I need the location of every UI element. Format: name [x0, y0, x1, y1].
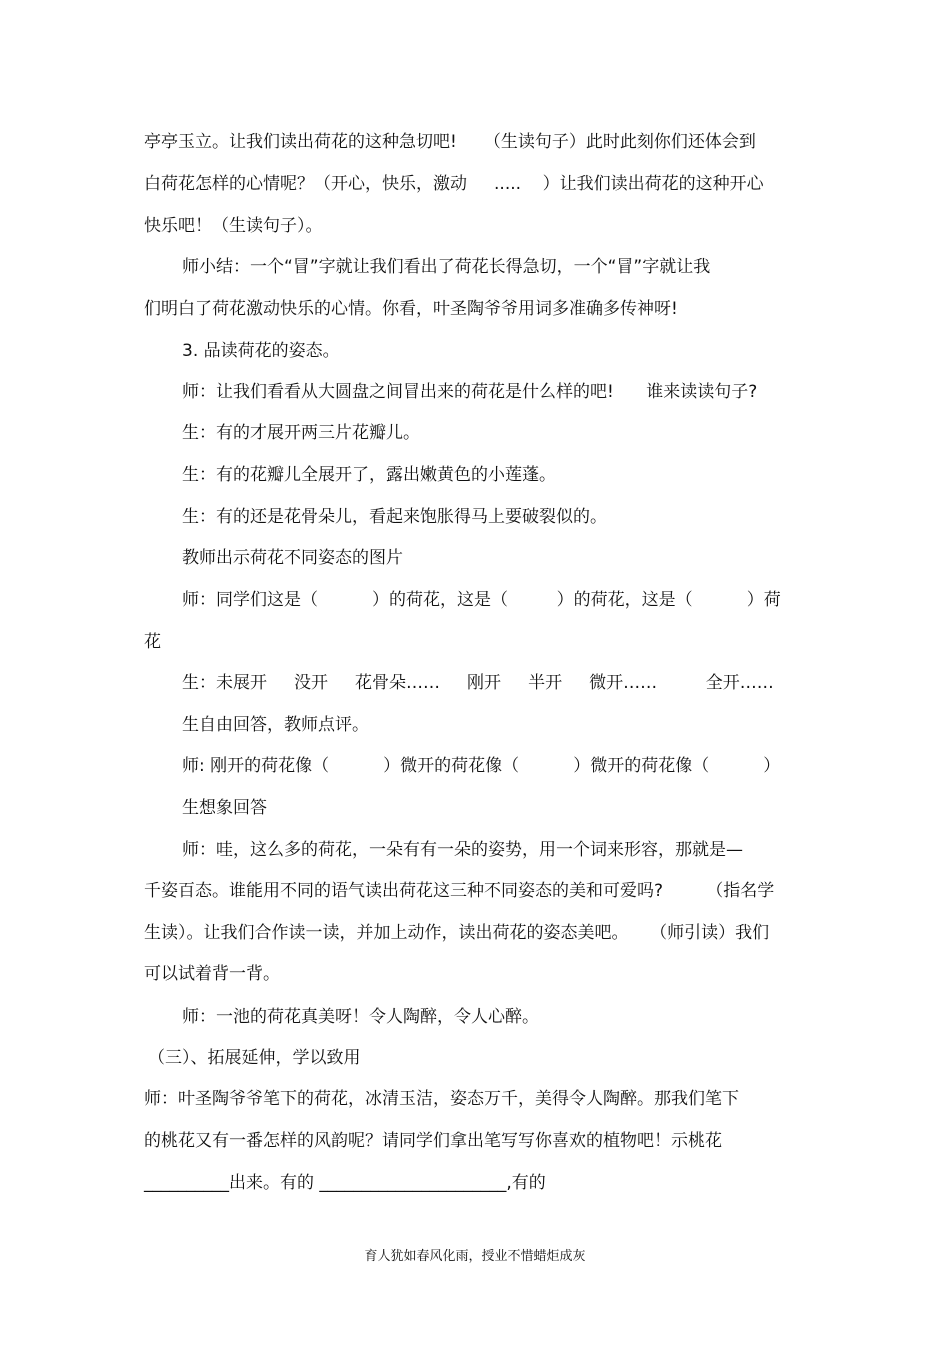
- text-line: 们明白了荷花激动快乐的心情。你看，叶圣陶爷爷用词多准确多传神呀!: [144, 299, 678, 319]
- text-line: 师：让我们看看从大圆盘之间冒出来的荷花是什么样的吧! 谁来读读句子?: [182, 382, 758, 402]
- text-line: 花: [144, 632, 161, 652]
- fill-in-blank-line: __________出来。有的 ______________________,有的: [144, 1173, 546, 1193]
- text-line: 生：未展开 没开 花骨朵…… 刚开 半开 微开…… 全开……: [182, 673, 774, 693]
- text-line: 快乐吧！（生读句子）。: [144, 216, 323, 236]
- text-line: 师: 刚开的荷花像（ ）微开的荷花像（ ）微开的荷花像（ ）: [182, 756, 781, 776]
- text-line: 的桃花又有一番怎样的风韵呢？请同学们拿出笔写写你喜欢的植物吧！示桃花: [144, 1131, 722, 1151]
- text-line: 白荷花怎样的心情呢？（开心，快乐，激动 ..... ）让我们读出荷花的这种开心: [144, 174, 764, 194]
- text-line: 亭亭玉立。让我们读出荷花的这种急切吧! （生读句子）此时此刻你们还体会到: [144, 132, 756, 152]
- section-heading: 3. 品读荷花的姿态。: [182, 341, 340, 361]
- text-line: 师：同学们这是（ ）的荷花，这是（ ）的荷花，这是（ ）荷: [182, 590, 781, 610]
- text-line: 生：有的还是花骨朵儿，看起来饱胀得马上要破裂似的。: [182, 507, 607, 527]
- text-line: 生：有的花瓣儿全展开了，露出嫩黄色的小莲蓬。: [182, 465, 556, 485]
- text-line: 生读）。让我们合作读一读，并加上动作，读出荷花的姿态美吧。 （师引读）我们: [144, 923, 770, 943]
- text-line: 生自由回答，教师点评。: [182, 715, 369, 735]
- text-line: 可以试着背一背。: [144, 964, 280, 984]
- text-line: 生想象回答: [182, 798, 267, 818]
- text-line: 教师出示荷花不同姿态的图片: [182, 548, 403, 568]
- text-line: 生：有的才展开两三片花瓣儿。: [182, 423, 420, 443]
- page-footer: 育人犹如春风化雨，授业不惜蜡炬成灰: [364, 1249, 586, 1264]
- section-heading: （三）、拓展延伸，学以致用: [148, 1048, 361, 1068]
- text-line: 师：一池的荷花真美呀！令人陶醉，令人心醉。: [182, 1007, 539, 1027]
- text-line: 师：哇，这么多的荷花，一朵有有一朵的姿势，用一个词来形容，那就是—: [182, 840, 743, 860]
- text-line: 千姿百态。谁能用不同的语气读出荷花这三种不同姿态的美和可爱吗? （指名学: [144, 881, 775, 901]
- text-line: 师：叶圣陶爷爷笔下的荷花，冰清玉洁，姿态万千，美得令人陶醉。那我们笔下: [144, 1089, 739, 1109]
- text-line: 师小结：一个“冒”字就让我们看出了荷花长得急切，一个“冒”字就让我: [182, 257, 711, 277]
